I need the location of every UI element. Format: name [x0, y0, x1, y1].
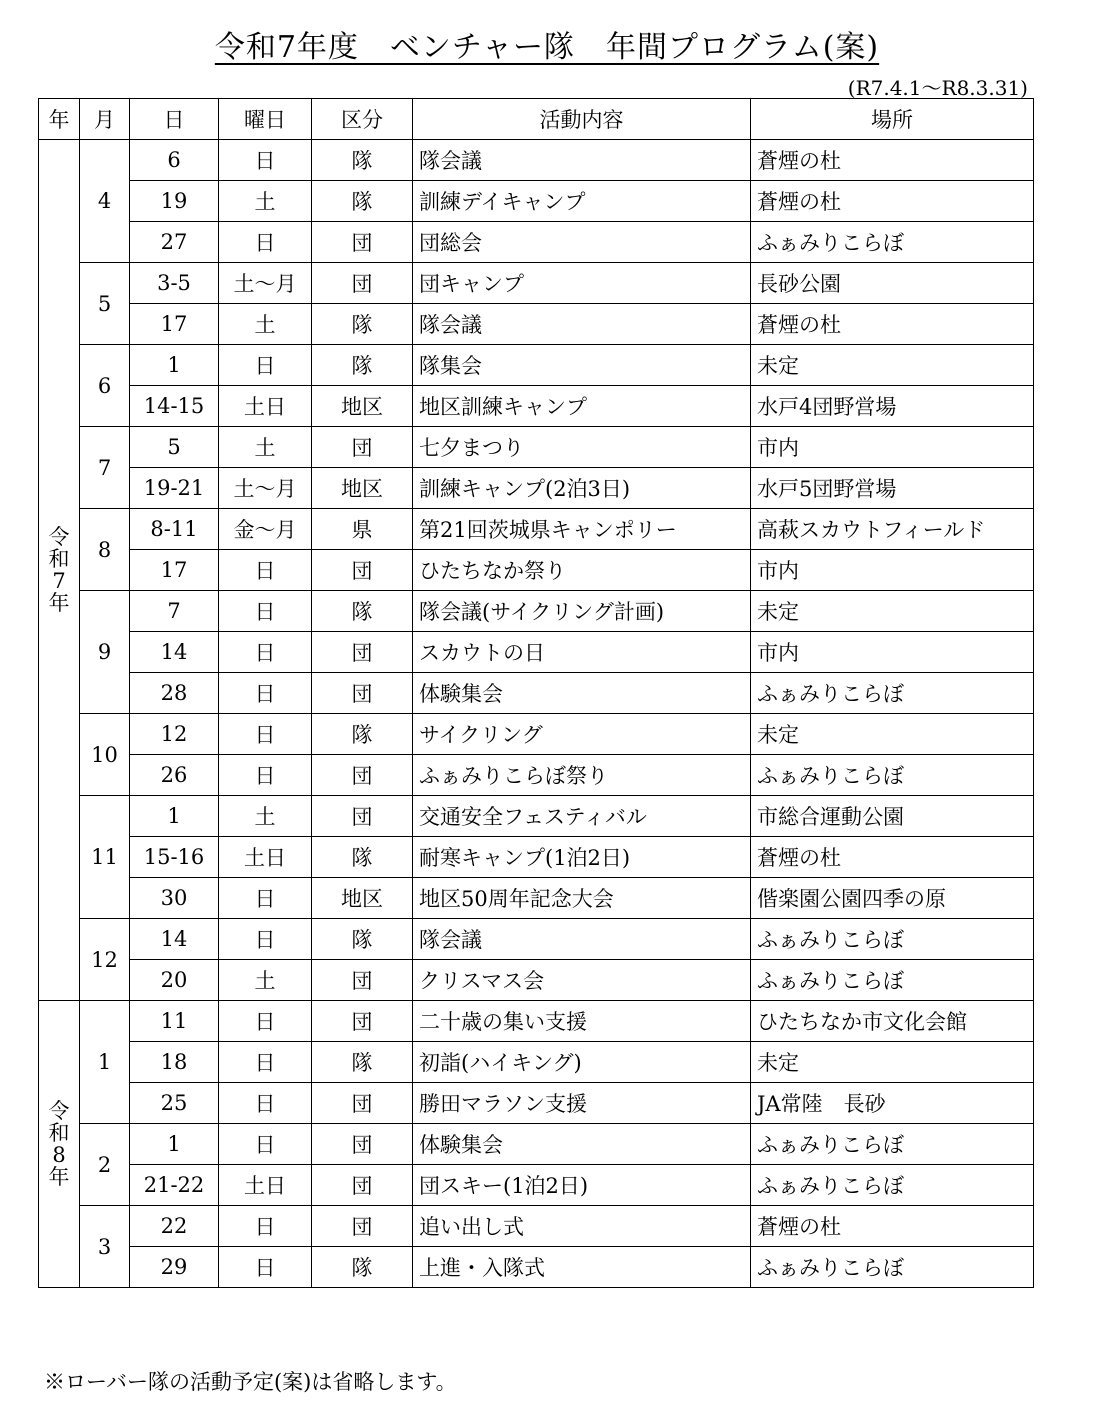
month-cell: 1: [80, 1001, 130, 1124]
table-row: [39, 304, 1034, 345]
day-cell: 3-5: [130, 263, 219, 304]
category-cell: 隊: [312, 1247, 413, 1288]
weekday-cell: 金～月: [219, 509, 312, 550]
place-cell: ふぁみりこらぼ: [751, 960, 1034, 1001]
activity-cell: 体験集会: [413, 1124, 751, 1165]
category-cell: 県: [312, 509, 413, 550]
category-cell: 団: [312, 1165, 413, 1206]
year-char: 年: [48, 1165, 70, 1189]
header-activity: 活動内容: [413, 99, 751, 140]
place-cell: 未定: [751, 714, 1034, 755]
weekday-cell: 土日: [219, 1165, 312, 1206]
place-cell: ふぁみりこらぼ: [751, 222, 1034, 263]
place-cell: ふぁみりこらぼ: [751, 755, 1034, 796]
place-cell: 未定: [751, 1042, 1034, 1083]
weekday-cell: 日: [219, 1042, 312, 1083]
place-cell: 蒼煙の杜: [751, 304, 1034, 345]
category-cell: 団: [312, 1001, 413, 1042]
header-place: 場所: [751, 99, 1034, 140]
table-row: [39, 1206, 1034, 1247]
day-cell: 11: [130, 1001, 219, 1042]
header-month: 月: [80, 99, 130, 140]
weekday-cell: 日: [219, 673, 312, 714]
category-cell: 団: [312, 1124, 413, 1165]
place-cell: 市内: [751, 427, 1034, 468]
day-cell: 22: [130, 1206, 219, 1247]
period: (R7.4.1～R8.3.31): [847, 76, 1028, 100]
table-row: [39, 1001, 1034, 1042]
category-cell: 隊: [312, 345, 413, 386]
month-cell: 2: [80, 1124, 130, 1206]
weekday-cell: 土: [219, 960, 312, 1001]
weekday-cell: 土: [219, 304, 312, 345]
header-day: 日: [130, 99, 219, 140]
place-cell: 未定: [751, 591, 1034, 632]
weekday-cell: 日: [219, 1247, 312, 1288]
weekday-cell: 日: [219, 1083, 312, 1124]
day-cell: 21-22: [130, 1165, 219, 1206]
category-cell: 隊: [312, 1042, 413, 1083]
weekday-cell: 日: [219, 222, 312, 263]
weekday-cell: 日: [219, 591, 312, 632]
activity-cell: 隊会議: [413, 304, 751, 345]
month-cell: 7: [80, 427, 130, 509]
header-category: 区分: [312, 99, 413, 140]
place-cell: 高萩スカウトフィールド: [751, 509, 1034, 550]
category-cell: 団: [312, 796, 413, 837]
activity-cell: 地区50周年記念大会: [413, 878, 751, 919]
table-row: [39, 468, 1034, 509]
table-row: [39, 509, 1034, 550]
place-cell: 蒼煙の杜: [751, 140, 1034, 181]
month-cell: 11: [80, 796, 130, 919]
day-cell: 27: [130, 222, 219, 263]
activity-cell: 地区訓練キャンプ: [413, 386, 751, 427]
day-cell: 20: [130, 960, 219, 1001]
weekday-cell: 土～月: [219, 263, 312, 304]
month-cell: 4: [80, 140, 130, 263]
weekday-cell: 日: [219, 550, 312, 591]
activity-cell: 第21回茨城県キャンポリー: [413, 509, 751, 550]
activity-cell: 二十歳の集い支援: [413, 1001, 751, 1042]
place-cell: 市内: [751, 550, 1034, 591]
day-cell: 30: [130, 878, 219, 919]
day-cell: 25: [130, 1083, 219, 1124]
day-cell: 7: [130, 591, 219, 632]
year-char: 令: [48, 1099, 70, 1123]
weekday-cell: 土～月: [219, 468, 312, 509]
category-cell: 団: [312, 1206, 413, 1247]
month-cell: 12: [80, 919, 130, 1001]
category-cell: 地区: [312, 878, 413, 919]
table-row: [39, 632, 1034, 673]
activity-cell: 訓練キャンプ(2泊3日): [413, 468, 751, 509]
table-row: [39, 796, 1034, 837]
activity-cell: ひたちなか祭り: [413, 550, 751, 591]
table-row: [39, 714, 1034, 755]
activity-cell: 団スキー(1泊2日): [413, 1165, 751, 1206]
category-cell: 隊: [312, 714, 413, 755]
activity-cell: 団総会: [413, 222, 751, 263]
table-row: [39, 550, 1034, 591]
place-cell: ひたちなか市文化会館: [751, 1001, 1034, 1042]
place-cell: 長砂公園: [751, 263, 1034, 304]
activity-cell: クリスマス会: [413, 960, 751, 1001]
day-cell: 1: [130, 796, 219, 837]
place-cell: 偕楽園公園四季の原: [751, 878, 1034, 919]
year-char: 8: [52, 1143, 66, 1167]
month-cell: 6: [80, 345, 130, 427]
weekday-cell: 土: [219, 181, 312, 222]
category-cell: 隊: [312, 140, 413, 181]
weekday-cell: 日: [219, 878, 312, 919]
place-cell: ふぁみりこらぼ: [751, 673, 1034, 714]
activity-cell: 隊会議: [413, 140, 751, 181]
place-cell: 蒼煙の杜: [751, 837, 1034, 878]
year-char: 令: [48, 525, 70, 549]
activity-cell: 耐寒キャンプ(1泊2日): [413, 837, 751, 878]
weekday-cell: 日: [219, 140, 312, 181]
place-cell: 蒼煙の杜: [751, 181, 1034, 222]
month-cell: 8: [80, 509, 130, 591]
day-cell: 1: [130, 1124, 219, 1165]
day-cell: 5: [130, 427, 219, 468]
day-cell: 15-16: [130, 837, 219, 878]
place-cell: ふぁみりこらぼ: [751, 1124, 1034, 1165]
place-cell: JA常陸 長砂: [751, 1083, 1034, 1124]
place-cell: ふぁみりこらぼ: [751, 919, 1034, 960]
table-row: [39, 181, 1034, 222]
day-cell: 14: [130, 632, 219, 673]
table-row: [39, 1042, 1034, 1083]
table-row: [39, 386, 1034, 427]
place-cell: 未定: [751, 345, 1034, 386]
year-cell: [39, 1001, 80, 1288]
table-row: [39, 960, 1034, 1001]
category-cell: 隊: [312, 181, 413, 222]
weekday-cell: 土: [219, 427, 312, 468]
place-cell: 水戸5団野営場: [751, 468, 1034, 509]
activity-cell: 隊集会: [413, 345, 751, 386]
day-cell: 14: [130, 919, 219, 960]
page-title: 令和7年度 ベンチャー隊 年間プログラム(案): [214, 30, 880, 65]
day-cell: 8-11: [130, 509, 219, 550]
category-cell: 隊: [312, 304, 413, 345]
category-cell: 隊: [312, 919, 413, 960]
category-cell: 団: [312, 222, 413, 263]
place-cell: 水戸4団野営場: [751, 386, 1034, 427]
weekday-cell: 日: [219, 1124, 312, 1165]
month-cell: 9: [80, 591, 130, 714]
table-row: [39, 673, 1034, 714]
weekday-cell: 土日: [219, 386, 312, 427]
place-cell: 市内: [751, 632, 1034, 673]
category-cell: 団: [312, 263, 413, 304]
table-row: [39, 1124, 1034, 1165]
month-cell: 3: [80, 1206, 130, 1288]
category-cell: 団: [312, 550, 413, 591]
activity-cell: 交通安全フェスティバル: [413, 796, 751, 837]
category-cell: 団: [312, 960, 413, 1001]
header-year: 年: [39, 99, 80, 140]
activity-cell: 体験集会: [413, 673, 751, 714]
activity-cell: 団キャンプ: [413, 263, 751, 304]
activity-cell: 訓練デイキャンプ: [413, 181, 751, 222]
year-char: 7: [52, 569, 66, 593]
table-row: [39, 263, 1034, 304]
category-cell: 団: [312, 673, 413, 714]
activity-cell: 隊会議(サイクリング計画): [413, 591, 751, 632]
weekday-cell: 日: [219, 755, 312, 796]
place-cell: ふぁみりこらぼ: [751, 1165, 1034, 1206]
day-cell: 19: [130, 181, 219, 222]
activity-cell: ふぁみりこらぼ祭り: [413, 755, 751, 796]
table-row: [39, 1083, 1034, 1124]
category-cell: 隊: [312, 591, 413, 632]
month-cell: 10: [80, 714, 130, 796]
day-cell: 6: [130, 140, 219, 181]
table-row: [39, 345, 1034, 386]
activity-cell: 隊会議: [413, 919, 751, 960]
day-cell: 18: [130, 1042, 219, 1083]
activity-cell: 七夕まつり: [413, 427, 751, 468]
activity-cell: スカウトの日: [413, 632, 751, 673]
weekday-cell: 日: [219, 632, 312, 673]
day-cell: 17: [130, 304, 219, 345]
year-char: 年: [48, 591, 70, 615]
day-cell: 14-15: [130, 386, 219, 427]
table-row: [39, 591, 1034, 632]
table-row: [39, 878, 1034, 919]
month-cell: 5: [80, 263, 130, 345]
weekday-cell: 日: [219, 919, 312, 960]
weekday-cell: 日: [219, 1001, 312, 1042]
year-cell: [39, 140, 80, 1001]
table-row: [39, 837, 1034, 878]
day-cell: 26: [130, 755, 219, 796]
weekday-cell: 日: [219, 714, 312, 755]
day-cell: 1: [130, 345, 219, 386]
category-cell: 地区: [312, 386, 413, 427]
place-cell: 蒼煙の杜: [751, 1206, 1034, 1247]
place-cell: ふぁみりこらぼ: [751, 1247, 1034, 1288]
weekday-cell: 日: [219, 1206, 312, 1247]
day-cell: 19-21: [130, 468, 219, 509]
weekday-cell: 土日: [219, 837, 312, 878]
day-cell: 29: [130, 1247, 219, 1288]
category-cell: 団: [312, 755, 413, 796]
day-cell: 12: [130, 714, 219, 755]
year-char: 和: [48, 547, 70, 571]
table-row: [39, 755, 1034, 796]
year-char: 和: [48, 1121, 70, 1145]
table-row: [39, 1247, 1034, 1288]
category-cell: 団: [312, 1083, 413, 1124]
activity-cell: 追い出し式: [413, 1206, 751, 1247]
activity-cell: 勝田マラソン支援: [413, 1083, 751, 1124]
category-cell: 隊: [312, 837, 413, 878]
day-cell: 17: [130, 550, 219, 591]
header-row: [39, 99, 1034, 140]
weekday-cell: 日: [219, 345, 312, 386]
header-weekday: 曜日: [219, 99, 312, 140]
table-row: [39, 1165, 1034, 1206]
activity-cell: サイクリング: [413, 714, 751, 755]
place-cell: 市総合運動公園: [751, 796, 1034, 837]
table-row: [39, 140, 1034, 181]
table-row: [39, 222, 1034, 263]
program-table: [38, 98, 1034, 1288]
footnote: ※ローバー隊の活動予定(案)は省略します。: [44, 1370, 457, 1394]
day-cell: 28: [130, 673, 219, 714]
category-cell: 地区: [312, 468, 413, 509]
weekday-cell: 土: [219, 796, 312, 837]
table-row: [39, 427, 1034, 468]
category-cell: 団: [312, 427, 413, 468]
activity-cell: 上進・入隊式: [413, 1247, 751, 1288]
category-cell: 団: [312, 632, 413, 673]
activity-cell: 初詣(ハイキング): [413, 1042, 751, 1083]
table-row: [39, 919, 1034, 960]
